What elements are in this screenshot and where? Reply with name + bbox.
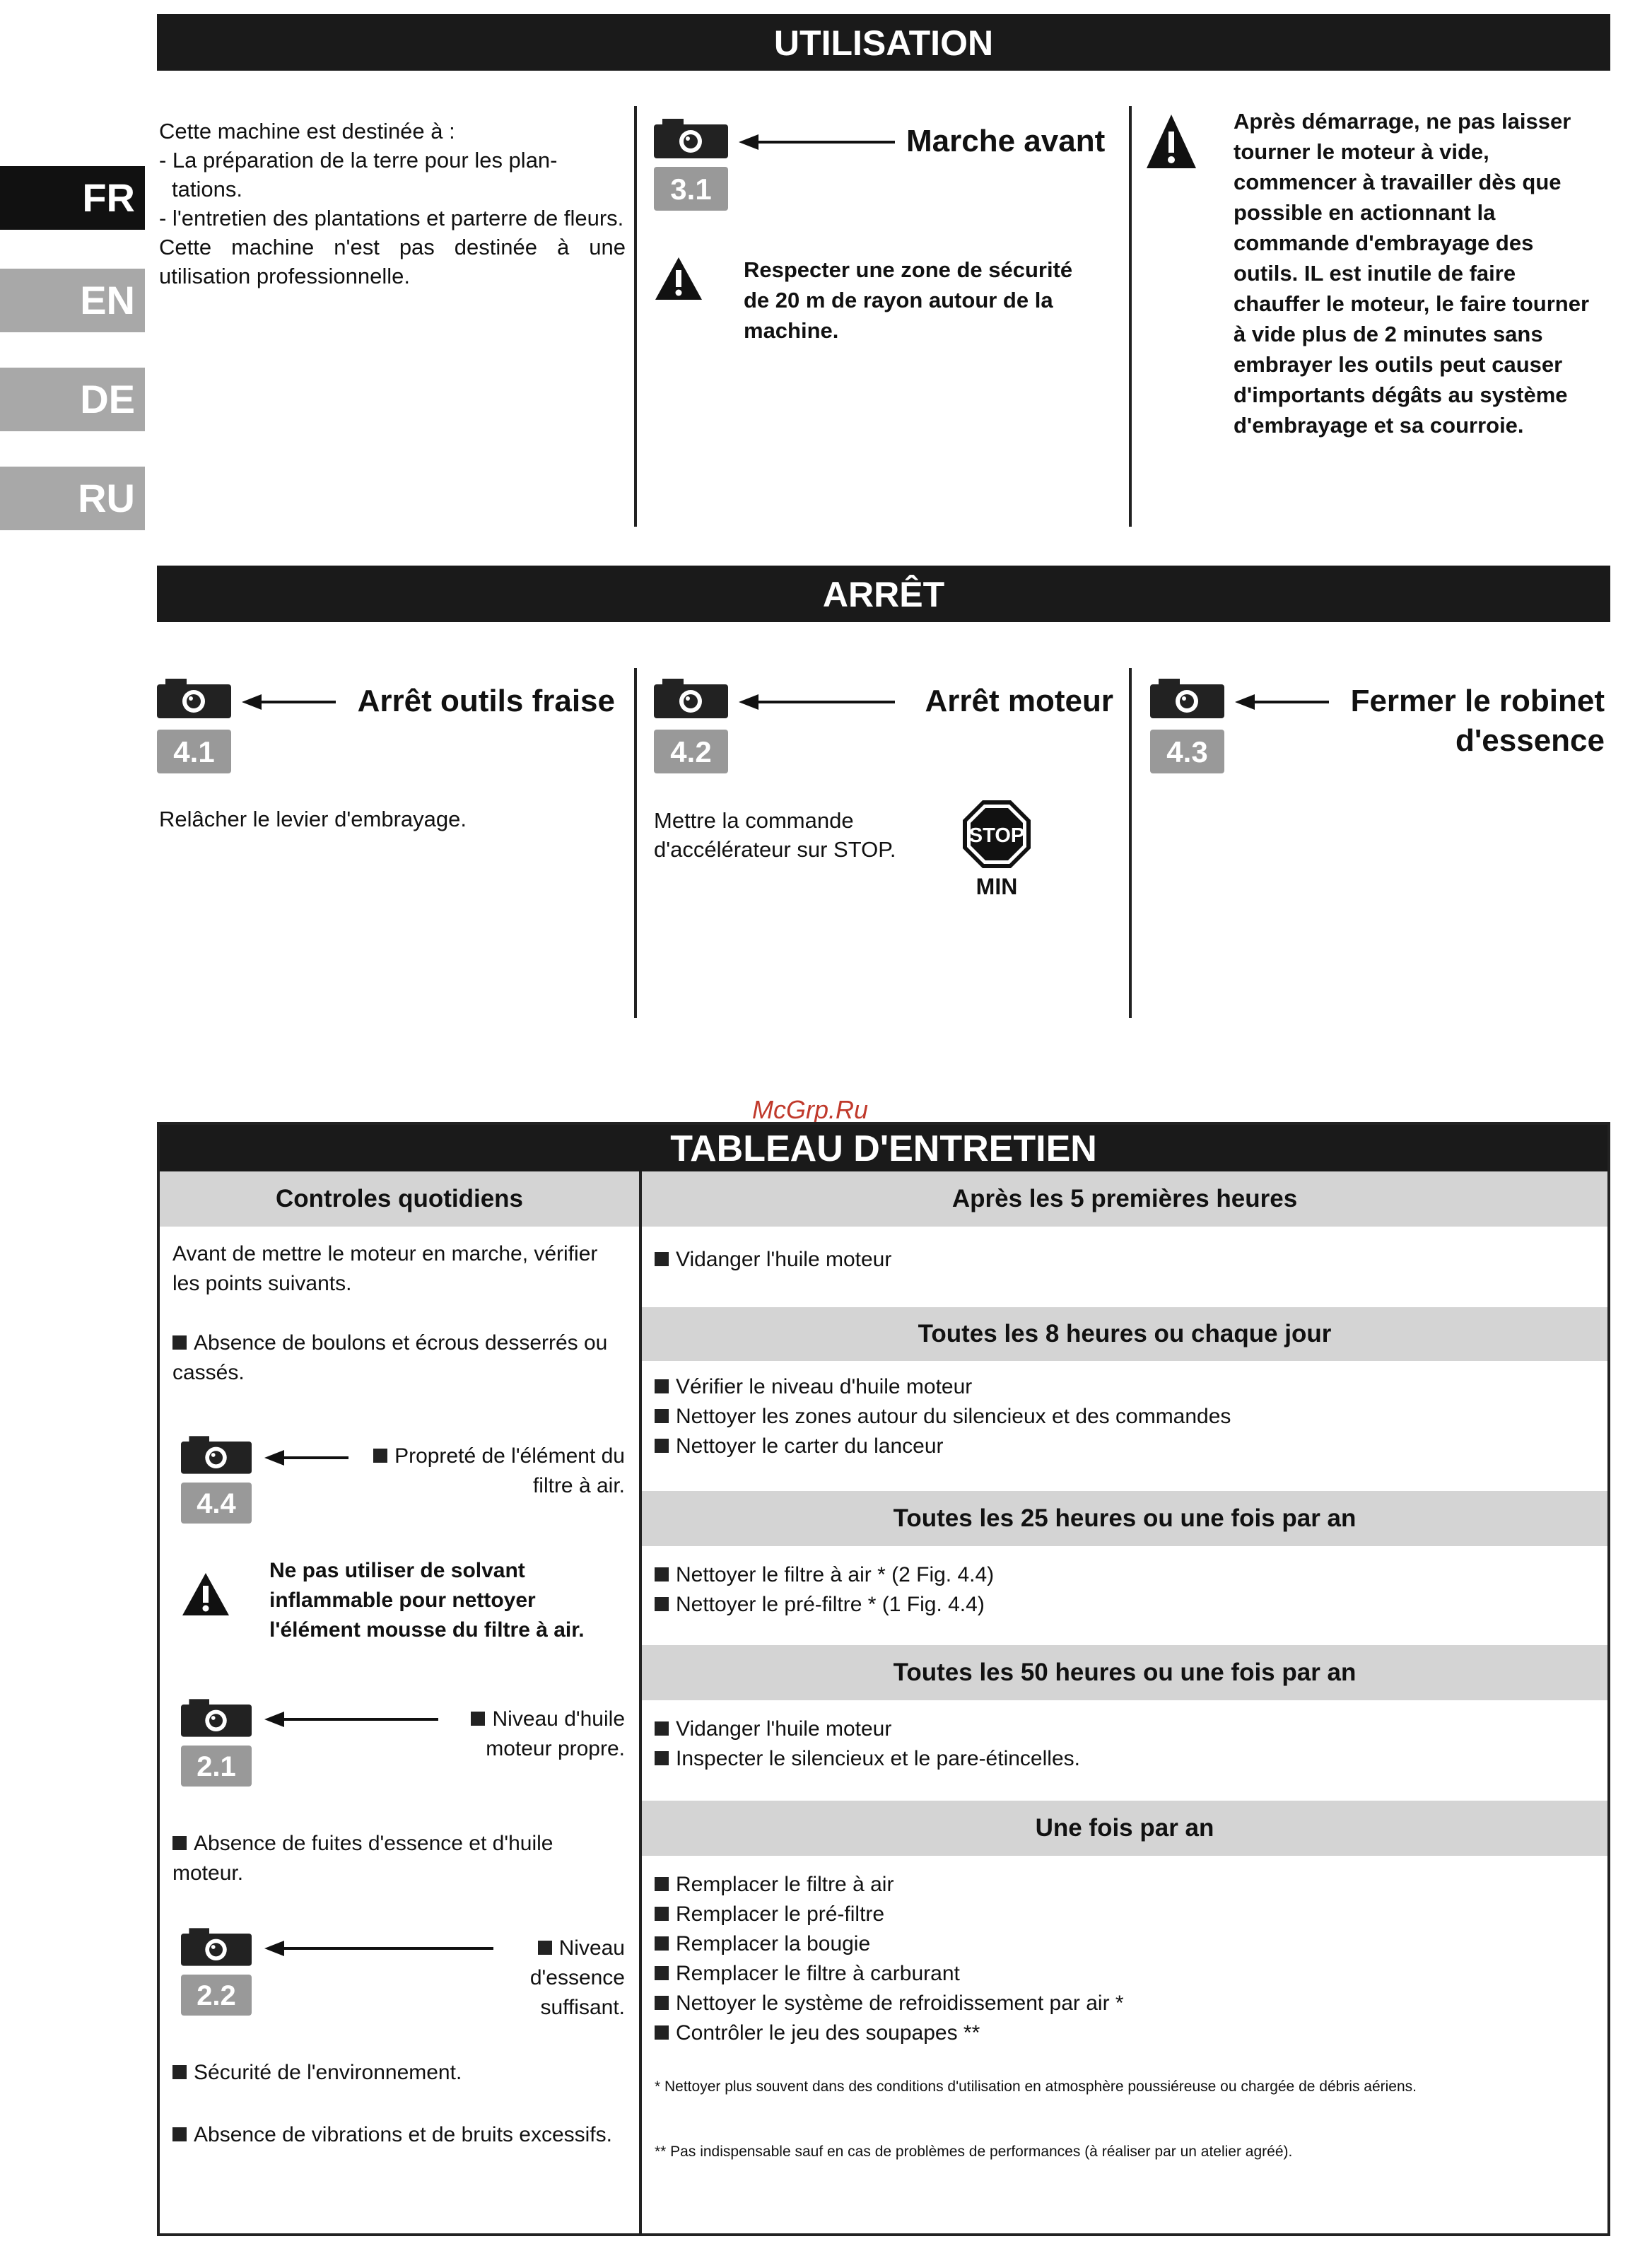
stop-sign-icon [961,799,1032,870]
step-title-arret-moteur: Arrêt moteur [925,684,1113,718]
check-env-text: Sécurité de l'environnement. [194,2061,462,2084]
camera-icon [654,119,728,158]
maintenance-title: TABLEAU D'ENTRETIEN [160,1125,1607,1171]
arrow-line [756,141,895,144]
utilisation-title: UTILISATION [157,14,1610,71]
daily-checks-header: Controles quotidiens [160,1171,639,1227]
camera-icon [181,1928,252,1966]
arrow-line [1253,701,1329,703]
check-env [172,2058,625,2088]
maintenance-item: Nettoyer les zones autour du silencieux et des commandes [655,1402,1588,1432]
section-items [655,1245,1588,1275]
maintenance-item: Vidanger l'huile moteur [655,1714,1588,1744]
footnote-1: * Nettoyer plus souvent dans des conditions d'utilisation en atmosphère poussiéreuse ou chargée de débris aériens. [655,2078,1417,2095]
maintenance-table [157,1122,1610,2236]
filter-check-text: Propreté de l'élément du filtre à air. [394,1444,625,1497]
maintenance-item: Inspecter le silencieux et le pare-étincelles. [655,1744,1588,1774]
maintenance-item: Remplacer la bougie [655,1929,1588,1959]
lang-tab-ru[interactable]: RU [0,467,145,530]
utilisation-not-pro: Cette machine n'est pas destinée à une utilisation professionnelle. [159,235,626,288]
column-divider [1129,668,1132,1018]
camera-icon [654,679,728,718]
maintenance-item: Nettoyer le filtre à air * (2 Fig. 4.4) [655,1560,1588,1590]
column-divider [1129,106,1132,527]
warning-icon [1145,113,1197,170]
lang-tab-en[interactable]: EN [0,269,145,332]
utilisation-list-item: - l'entretien des plantations et parterre de fleurs. [159,206,624,230]
arrow-line [281,1718,438,1721]
step-badge-4-4: 4.4 [181,1483,252,1524]
step-text-4-2: Mettre la commande d'accélérateur sur STOP. [654,808,896,862]
oil-check-text: Niveau d'huile moteur propre. [486,1707,625,1760]
bullet-square-icon [172,2065,187,2079]
check-bolts-text: Absence de boulons et écrous desserrés ou cassés. [172,1331,608,1384]
maintenance-item: Nettoyer le système de refroidissement par air * [655,1989,1588,2018]
maintenance-item: Nettoyer le carter du lanceur [655,1432,1588,1461]
section-items [655,1870,1588,2048]
check-leaks [172,1829,625,1888]
step-title-fermer-robinet: Fermer le robinet d'essence [1350,684,1605,758]
arrow-left-icon [739,694,758,710]
step-badge-4-3: 4.3 [1150,730,1224,773]
camera-icon [1150,679,1224,718]
camera-icon [181,1699,252,1737]
maintenance-item: Vidanger l'huile moteur [655,1245,1588,1275]
section-header: Après les 5 premières heures [642,1171,1607,1227]
section-items [655,1372,1588,1461]
arrow-left-icon [739,134,758,150]
maintenance-item: Remplacer le pré-filtre [655,1900,1588,1929]
step-badge-2-2: 2.2 [181,1975,252,2016]
maintenance-item: Vérifier le niveau d'huile moteur [655,1372,1588,1402]
arrow-line [756,701,895,703]
footnote-2: ** Pas indispensable sauf en cas de problèmes de performances (à réaliser par un atelier agréé). [655,2144,1293,2160]
safety-warning-text: Respecter une zone de sécurité de 20 m de rayon autour de la machine. [744,257,1073,343]
check-leaks-text: Absence de fuites d'essence et d'huile moteur. [172,1832,553,1885]
utilisation-list-item: - La préparation de la terre pour les plan- tations. [159,148,558,201]
camera-icon [181,1436,252,1474]
section-header: Toutes les 8 heures ou chaque jour [642,1307,1607,1361]
min-label: MIN [976,874,1018,899]
utilisation-description [159,117,626,291]
arrow-left-icon [1235,694,1255,710]
filter-check [356,1442,625,1501]
arrow-line [259,701,336,703]
camera-icon [157,679,231,718]
oil-check [441,1705,625,1764]
section-header: Toutes les 25 heures ou une fois par an [642,1491,1607,1546]
step-title-arret-outils: Arrêt outils fraise [357,684,615,718]
step-title-marche-avant: Marche avant [906,124,1106,158]
fuel-check-text: Niveau d'essence suffisant. [529,1936,625,2019]
section-header: Une fois par an [642,1801,1607,1856]
check-vibrations-text: Absence de vibrations et de bruits excessifs. [194,2123,612,2146]
lang-tab-fr[interactable]: FR [0,166,145,230]
step-badge-2-1: 2.1 [181,1746,252,1787]
section-items [655,1560,1588,1620]
bullet-square-icon [172,2127,187,2141]
utilisation-intro: Cette machine est destinée à : [159,119,455,144]
bullet-square-icon [172,1836,187,1850]
warning-icon [181,1572,230,1617]
engine-warning-text: Après démarrage, ne pas laisser tourner le moteur à vide, commencer à travailler dès que possible en actionnant la commande d'embrayage des outils. IL est inutile de faire chauffer le moteur, le faire tourner à vide plus de 2 minutes sans embrayer les outils peut causer d'importants dégâts au système d'embrayage et sa courroie. [1234,109,1590,438]
watermark: McGrp.Ru [752,1095,869,1124]
bullet-square-icon [538,1941,552,1955]
solvent-warning: Ne pas utiliser de solvant inflammable pour nettoyer l'élément mousse du filtre à air. [269,1559,585,1642]
arret-title: ARRÊT [157,566,1610,622]
fuel-check [457,1934,625,2023]
check-vibrations [172,2120,625,2150]
warning-icon [654,256,703,301]
lang-tab-de[interactable]: DE [0,368,145,431]
stop-sign-label: STOP [968,824,1025,847]
maintenance-item: Remplacer le filtre à carburant [655,1959,1588,1989]
arrow-line [281,1456,348,1459]
step-badge-4-1: 4.1 [157,730,231,773]
daily-intro: Avant de mettre le moteur en marche, vérifier les points suivants. [172,1242,598,1295]
bullet-square-icon [172,1335,187,1350]
column-divider [634,668,637,1018]
bullet-square-icon [373,1449,387,1463]
section-header: Toutes les 50 heures ou une fois par an [642,1645,1607,1700]
arrow-left-icon [242,694,262,710]
check-bolts [172,1328,625,1388]
maintenance-item: Contrôler le jeu des soupapes ** [655,2018,1588,2048]
step-badge-4-2: 4.2 [654,730,728,773]
bullet-square-icon [471,1712,485,1726]
maintenance-item: Nettoyer le pré-filtre * (1 Fig. 4.4) [655,1590,1588,1620]
section-items [655,1714,1588,1774]
maintenance-item: Remplacer le filtre à air [655,1870,1588,1900]
column-divider [634,106,637,527]
step-text-4-1: Relâcher le levier d'embrayage. [159,807,467,831]
step-badge-3-1: 3.1 [654,167,728,211]
